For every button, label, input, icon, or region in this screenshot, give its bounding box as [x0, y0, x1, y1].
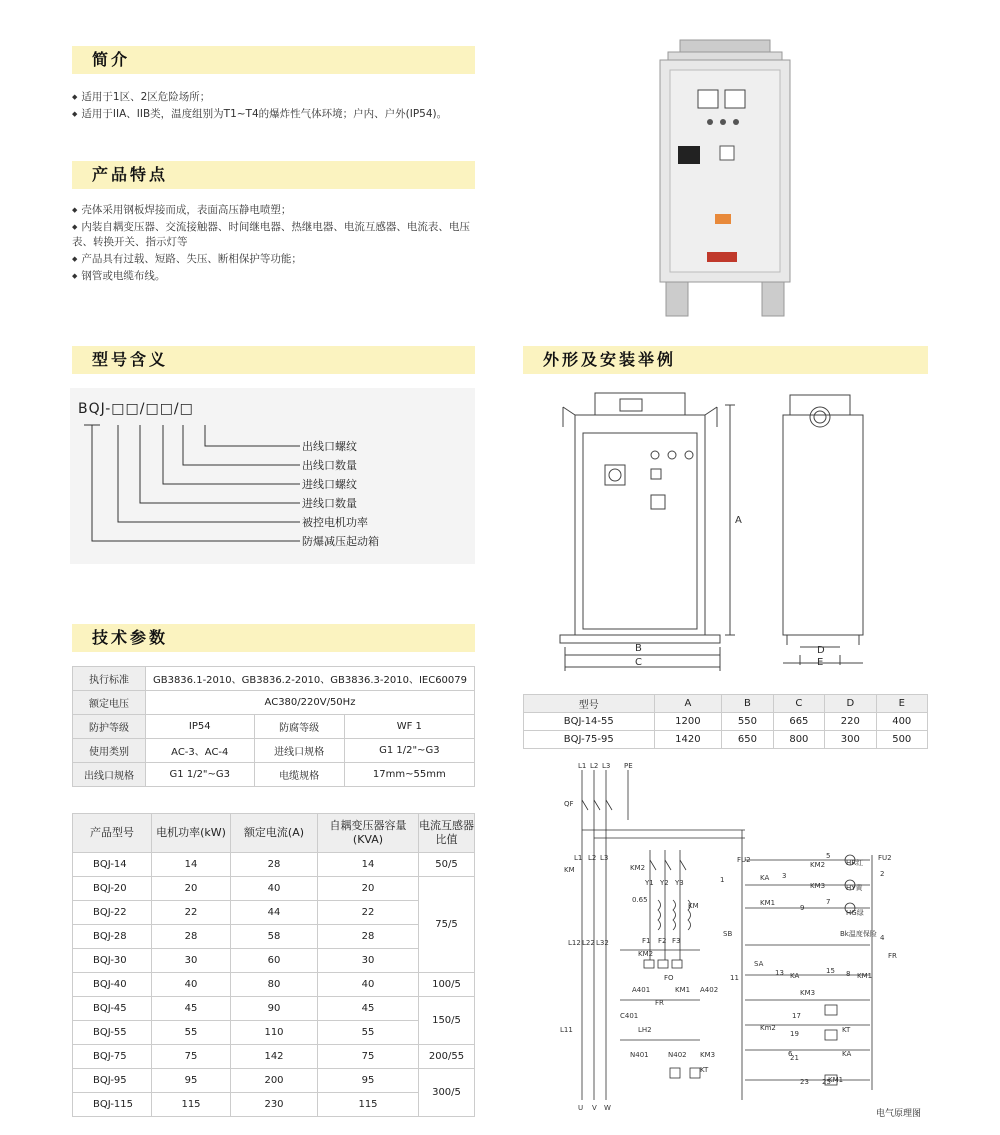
table-cell: 550 — [722, 713, 773, 731]
model-line: 被控电机功率 — [302, 516, 368, 529]
table-cell: 58 — [231, 925, 318, 949]
table-cell: 665 — [773, 713, 824, 731]
table-cell: BQJ-20 — [73, 877, 152, 901]
svg-text:2: 2 — [880, 870, 885, 878]
table-header: E — [876, 695, 927, 713]
param-value: WF 1 — [344, 715, 474, 739]
circuit-diagram — [560, 760, 950, 1120]
table-cell: 40 — [231, 877, 318, 901]
table-header: 电机功率(kW) — [152, 814, 231, 853]
param-value: GB3836.1-2010、GB3836.2-2010、GB3836.3-2010、IEC60079 — [146, 667, 475, 691]
table-cell: 110 — [231, 1021, 318, 1045]
svg-text:KM: KM — [688, 902, 699, 910]
table-row — [73, 667, 475, 691]
table-cell: 14 — [152, 853, 231, 877]
features-header: 产品特点 — [72, 161, 475, 189]
svg-text:L22: L22 — [582, 939, 595, 947]
svg-text:F3: F3 — [672, 937, 681, 945]
table-row — [73, 739, 475, 763]
dim-label-b: B — [635, 643, 642, 654]
table-row — [73, 691, 475, 715]
table-cell: BQJ-40 — [73, 973, 152, 997]
table-cell: 45 — [318, 997, 419, 1021]
table-row — [73, 1021, 475, 1045]
table-cell: 95 — [318, 1069, 419, 1093]
table-cell: BQJ-115 — [73, 1093, 152, 1117]
svg-text:KM: KM — [564, 866, 575, 874]
dim-label-c: C — [635, 657, 642, 668]
param-label: 防腐等级 — [254, 715, 344, 739]
svg-text:HY黄: HY黄 — [846, 884, 863, 892]
param-value: AC-3、AC-4 — [146, 739, 255, 763]
table-cell: 28 — [152, 925, 231, 949]
svg-text:KT: KT — [700, 1066, 709, 1074]
table-cell: 40 — [318, 973, 419, 997]
param-label: 使用类别 — [73, 739, 146, 763]
svg-text:F2: F2 — [658, 937, 667, 945]
table-cell: 30 — [152, 949, 231, 973]
table-cell: 20 — [318, 877, 419, 901]
model-line: 出线口螺纹 — [302, 440, 357, 453]
svg-text:C401: C401 — [620, 1012, 639, 1020]
svg-text:F1: F1 — [642, 937, 651, 945]
svg-text:6: 6 — [788, 1050, 793, 1058]
table-cell: 95 — [152, 1069, 231, 1093]
svg-text:L12: L12 — [568, 939, 581, 947]
svg-text:L11: L11 — [560, 1026, 573, 1034]
table-row — [524, 713, 928, 731]
param-value: IP54 — [146, 715, 255, 739]
table-cell: 75 — [152, 1045, 231, 1069]
svg-text:FR: FR — [655, 999, 664, 1007]
table-cell: 230 — [231, 1093, 318, 1117]
svg-text:19: 19 — [790, 1030, 799, 1038]
table-cell: 14 — [318, 853, 419, 877]
param-value: G1 1/2"~G3 — [344, 739, 474, 763]
table-cell: 60 — [231, 949, 318, 973]
svg-text:FU2: FU2 — [737, 856, 751, 864]
feature-item: ◆ 壳体采用钢板焊接而成，表面高压静电喷塑； — [72, 203, 482, 218]
table-cell: 90 — [231, 997, 318, 1021]
table-row — [73, 1045, 475, 1069]
table-cell: BQJ-75 — [73, 1045, 152, 1069]
table-row — [73, 1069, 475, 1093]
feature-item: ◆ 产品具有过载、短路、失压、断相保护等功能； — [72, 252, 482, 267]
svg-text:KM3: KM3 — [700, 1051, 716, 1059]
dim-label-e: E — [817, 657, 824, 668]
model-line: 进线口螺纹 — [302, 478, 357, 491]
svg-text:KM1: KM1 — [857, 972, 873, 980]
table-cell: 500 — [876, 731, 927, 749]
features-list — [72, 203, 482, 286]
table-header: D — [825, 695, 876, 713]
table-cell: 80 — [231, 973, 318, 997]
table-cell: 115 — [318, 1093, 419, 1117]
table-cell: 115 — [152, 1093, 231, 1117]
svg-text:9: 9 — [800, 904, 805, 912]
svg-text:HG绿: HG绿 — [846, 909, 864, 917]
table-row — [524, 695, 928, 713]
svg-text:FR: FR — [888, 952, 897, 960]
svg-text:HR红: HR红 — [846, 859, 864, 867]
model-line: 防爆减压起动箱 — [302, 535, 379, 548]
svg-text:KA: KA — [790, 972, 800, 980]
outline-drawing — [555, 385, 895, 675]
model-line: 进线口数量 — [302, 497, 357, 510]
table-cell: 200 — [231, 1069, 318, 1093]
svg-text:L1: L1 — [578, 762, 587, 770]
svg-text:QF: QF — [564, 800, 574, 808]
svg-text:L3: L3 — [602, 762, 611, 770]
tech-params-table — [72, 666, 475, 787]
svg-text:L32: L32 — [596, 939, 609, 947]
svg-text:Y2: Y2 — [660, 879, 669, 887]
svg-text:L3: L3 — [600, 854, 609, 862]
svg-text:KM2: KM2 — [630, 864, 646, 872]
tech-header: 技术参数 — [72, 624, 475, 652]
table-row — [73, 814, 475, 853]
table-cell: 300 — [825, 731, 876, 749]
table-cell: 300/5 — [419, 1069, 475, 1117]
svg-text:KM2: KM2 — [810, 861, 826, 869]
table-cell: 75/5 — [419, 877, 475, 973]
table-row — [73, 973, 475, 997]
table-row — [524, 731, 928, 749]
svg-text:KT: KT — [842, 1026, 851, 1034]
circuit-caption: 电气原理图 — [876, 1109, 922, 1119]
table-cell: 75 — [318, 1045, 419, 1069]
table-header: 型号 — [524, 695, 655, 713]
table-cell: BQJ-95 — [73, 1069, 152, 1093]
table-row — [73, 853, 475, 877]
spec-table — [72, 813, 475, 1117]
table-cell: 55 — [152, 1021, 231, 1045]
dim-label-d: D — [817, 645, 825, 656]
table-row — [73, 949, 475, 973]
svg-text:L2: L2 — [588, 854, 597, 862]
dim-label-a: A — [735, 515, 742, 526]
table-row — [73, 997, 475, 1021]
svg-text:KM3: KM3 — [810, 882, 826, 890]
table-cell: BQJ-75-95 — [524, 731, 655, 749]
svg-text:KM1: KM1 — [828, 1076, 844, 1084]
svg-text:Y3: Y3 — [675, 879, 684, 887]
dimension-table — [523, 694, 928, 749]
table-cell: 150/5 — [419, 997, 475, 1045]
model-legend — [302, 437, 379, 551]
svg-text:LH2: LH2 — [638, 1026, 652, 1034]
svg-text:KM1: KM1 — [760, 899, 776, 907]
model-line: 出线口数量 — [302, 459, 357, 472]
table-cell: BQJ-55 — [73, 1021, 152, 1045]
svg-text:W: W — [604, 1104, 611, 1112]
svg-text:KM1: KM1 — [675, 986, 691, 994]
model-legend-lines — [70, 388, 475, 564]
svg-text:0.65: 0.65 — [632, 896, 648, 904]
svg-text:25: 25 — [822, 1078, 831, 1086]
svg-text:KM2: KM2 — [638, 950, 654, 958]
table-row — [73, 901, 475, 925]
table-cell: 22 — [152, 901, 231, 925]
param-label: 进线口规格 — [254, 739, 344, 763]
table-row — [73, 715, 475, 739]
intro-item: ◆ 适用于IIA、IIB类，温度组别为T1~T4的爆炸性气体环境；户内、户外(IP54)。 — [72, 107, 492, 122]
table-row — [73, 1093, 475, 1117]
svg-text:SB: SB — [723, 930, 733, 938]
svg-text:17: 17 — [792, 1012, 801, 1020]
table-cell: BQJ-30 — [73, 949, 152, 973]
param-label: 额定电压 — [73, 691, 146, 715]
table-cell: 22 — [318, 901, 419, 925]
table-cell: 1420 — [654, 731, 722, 749]
svg-text:A402: A402 — [700, 986, 719, 994]
svg-text:L1: L1 — [574, 854, 583, 862]
table-cell: 28 — [231, 853, 318, 877]
intro-item: ◆ 适用于1区、2区危险场所； — [72, 90, 492, 105]
feature-item: ◆ 钢管或电缆布线。 — [72, 269, 482, 284]
svg-text:KA: KA — [842, 1050, 852, 1058]
svg-text:Y1: Y1 — [645, 879, 654, 887]
svg-text:13: 13 — [775, 969, 784, 977]
table-row — [73, 925, 475, 949]
svg-text:5: 5 — [826, 852, 831, 860]
table-cell: 45 — [152, 997, 231, 1021]
svg-text:21: 21 — [790, 1054, 799, 1062]
product-photo — [650, 38, 800, 320]
table-cell: BQJ-22 — [73, 901, 152, 925]
model-code: BQJ-□□/□□/□ — [78, 401, 194, 417]
svg-text:V: V — [592, 1104, 597, 1112]
table-cell: 800 — [773, 731, 824, 749]
table-header: B — [722, 695, 773, 713]
param-label: 出线口规格 — [73, 763, 146, 787]
table-cell: 28 — [318, 925, 419, 949]
table-header: 额定电流(A) — [231, 814, 318, 853]
svg-text:FU2: FU2 — [878, 854, 892, 862]
svg-text:15: 15 — [826, 967, 835, 975]
param-label: 执行标准 — [73, 667, 146, 691]
svg-text:8: 8 — [846, 970, 851, 978]
table-cell: BQJ-14 — [73, 853, 152, 877]
table-cell: 220 — [825, 713, 876, 731]
table-header: A — [654, 695, 722, 713]
svg-text:A401: A401 — [632, 986, 651, 994]
table-cell: BQJ-28 — [73, 925, 152, 949]
table-cell: 55 — [318, 1021, 419, 1045]
svg-text:Bk温度保险: Bk温度保险 — [840, 930, 877, 938]
intro-header: 简介 — [72, 46, 475, 74]
svg-text:23: 23 — [800, 1078, 809, 1086]
svg-text:7: 7 — [826, 898, 831, 906]
table-row — [73, 877, 475, 901]
svg-text:KM3: KM3 — [800, 989, 816, 997]
param-value: G1 1/2"~G3 — [146, 763, 255, 787]
model-header: 型号含义 — [72, 346, 475, 374]
svg-text:N401: N401 — [630, 1051, 649, 1059]
table-cell: 142 — [231, 1045, 318, 1069]
svg-text:1: 1 — [720, 876, 725, 884]
circuit-labels — [560, 762, 897, 1112]
svg-text:Km2: Km2 — [760, 1024, 776, 1032]
table-cell: 400 — [876, 713, 927, 731]
table-cell: BQJ-45 — [73, 997, 152, 1021]
table-header: 自耦变压器容量(KVA) — [318, 814, 419, 853]
svg-text:SA: SA — [754, 960, 764, 968]
table-cell: 50/5 — [419, 853, 475, 877]
svg-text:3: 3 — [782, 872, 787, 880]
table-header: 电流互感器比值 — [419, 814, 475, 853]
svg-text:PE: PE — [624, 762, 633, 770]
table-cell: 44 — [231, 901, 318, 925]
outline-header: 外形及安装举例 — [523, 346, 928, 374]
svg-text:4: 4 — [880, 934, 885, 942]
table-cell: 100/5 — [419, 973, 475, 997]
table-cell: 20 — [152, 877, 231, 901]
svg-text:KA: KA — [760, 874, 770, 882]
param-label: 电缆规格 — [254, 763, 344, 787]
intro-list — [72, 90, 492, 124]
svg-text:FO: FO — [664, 974, 674, 982]
param-value: AC380/220V/50Hz — [146, 691, 475, 715]
table-cell: 30 — [318, 949, 419, 973]
table-row — [73, 763, 475, 787]
table-header: C — [773, 695, 824, 713]
table-cell: 200/55 — [419, 1045, 475, 1069]
table-cell: BQJ-14-55 — [524, 713, 655, 731]
svg-text:11: 11 — [730, 974, 739, 982]
svg-text:N402: N402 — [668, 1051, 687, 1059]
svg-text:L2: L2 — [590, 762, 599, 770]
svg-text:U: U — [578, 1104, 584, 1112]
param-label: 防护等级 — [73, 715, 146, 739]
table-cell: 650 — [722, 731, 773, 749]
table-cell: 40 — [152, 973, 231, 997]
param-value: 17mm~55mm — [344, 763, 474, 787]
feature-item: ◆ 内装自耦变压器、交流接触器、时间继电器、热继电器、电流互感器、电流表、电压表、转换开关、指示灯等 — [72, 220, 482, 250]
table-cell: 1200 — [654, 713, 722, 731]
table-header: 产品型号 — [73, 814, 152, 853]
